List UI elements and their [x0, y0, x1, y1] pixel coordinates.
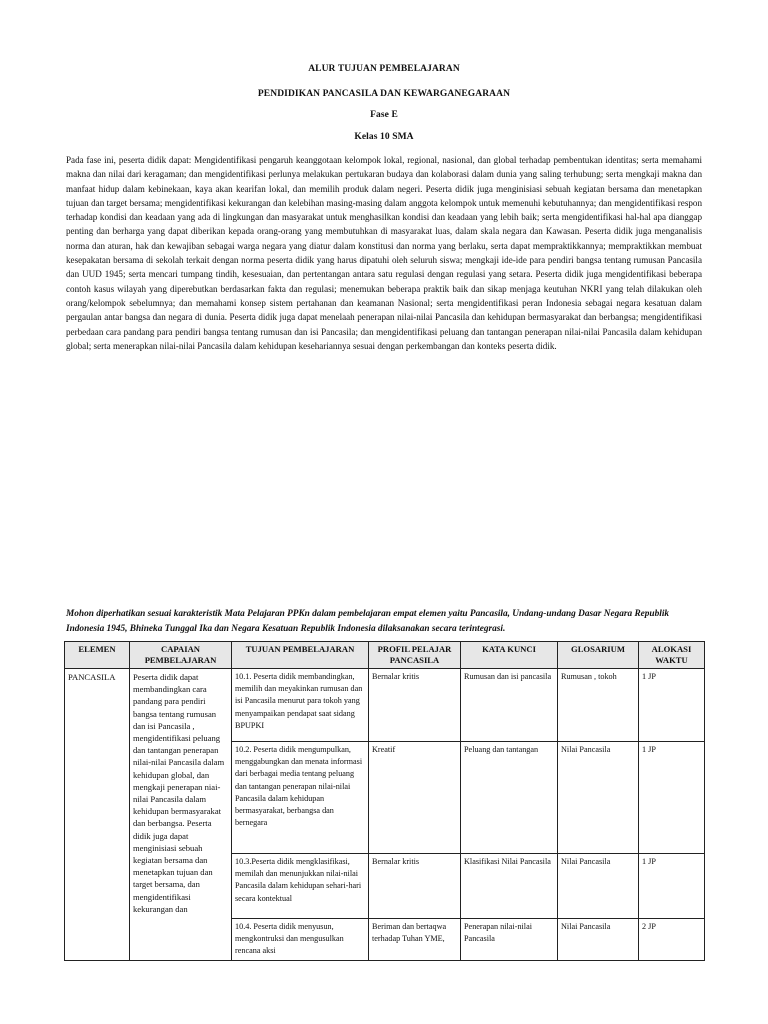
- intro-paragraph: Pada fase ini, peserta didik dapat: Mengidentifikasi pengaruh keanggotaan kelompok lokal, regional, nasional, dan global terhadap pembentukan identitas; serta memahami makna dan nilai dari keragaman; dan mengidentifikasi perlunya melakukan pertukaran budaya dan kolaborasi dalam dunia yang saling terhubung; serta mengkaji makna dan manfaat hidup dalam kebinekaan, kaya akan kearifan lokal, dan memilih produk dalam negeri. Peserta didik juga menginisiasi sebuah kegiatan bersama dan menetapkan tujuan dan target bersama; mengidentifikasi kekurangan dan kelebihan masing-masing dalam anggota kelompok untuk memenuhi kebutuhannya; dan mengidentifikasi respon terhadap kondisi dan keadaan yang ada di lingkungan dan masyarakat untuk menghasilkan kondisi dan keadaan yang lebih baik; serta mengidentifikasi hal-hal apa dianggap penting dan berharga yang dapat diberikan kepada orang-orang yang membutuhkan di masyarakat luas, dalam skala negara dan Kawasan. Peserta didik juga menganalisis norma dan aturan, hak dan kewajiban sebagai warga negara yang diatur dalam konstitusi dan norma yang berlaku, serta dapat mempraktikkannya; mempraktikkan membuat kesepakatan bersama di sekolah terkait dengan norma peserta didik yang harus dipatuhi oleh seluruh siswa; mengkaji ide-ide para pendiri bangsa tentang rumusan Pancasila dan UUD 1945; serta mencari tumpang tindih, kesesuaian, dan pertentangan antara satu regulasi dengan regulasi yang setara. Peserta didik juga mengidentifikasi beberapa contoh kasus wilayah yang diperebutkan berdasarkan fakta dan regulasi; menemukan beberapa praktik baik dan sikap menjaga keutuhan NKRI yang telah dilakukan oleh orang/kelompok sebelumnya; dan memahami konsep sistem pertahanan dan keamanan Nasional; serta mengidentifikasi peran Indonesia sebagai negara kesatuan dalam pergaulan antar bangsa dan negara di dunia. Peserta didik juga dapat menelaah penerapan nilai-nilai Pancasila dan kehidupan bermasyarakat dan berbangsa; mengidentifikasi perbedaan cara pandang para pendiri bangsa tentang rumusan dan isi Pancasila; dan mengidentifikasi peluang dan tantangan penerapan nilai-nilai Pancasila dalam kehidupan global; serta menerapkan nilai-nilai Pancasila dalam kehidupan kesehariannya sesuai dengan perkembangan dan konteks peserta didik.: [66, 155, 702, 351]
- cell-kata-kunci: Rumusan dan isi pancasila: [461, 669, 558, 742]
- doc-phase: Fase E: [370, 110, 398, 120]
- table-header-row: [65, 642, 705, 669]
- col-header-alokasi: ALOKASI WAKTU: [639, 642, 705, 669]
- doc-title: ALUR TUJUAN PEMBELAJARAN: [308, 64, 460, 74]
- cell-tujuan: 10.3.Peserta didik mengklasifikasi, memilah dan menunjukkan nilai-nilai Pancasila dalam kehidupan sehari-hari secara kontektual: [232, 854, 369, 919]
- cell-tujuan: 10.1. Peserta didik membandingkan, memilih dan meyakinkan rumusan dan isi Pancasila menurut para tokoh yang menyampaikan pendapat saat sidang BPUPKI: [232, 669, 369, 742]
- cell-glosarium: Rumusan , tokoh: [558, 669, 639, 742]
- cell-profil: Kreatif: [369, 742, 461, 854]
- cell-alokasi: 2 JP: [639, 919, 705, 961]
- cell-tujuan: 10.2. Peserta didik mengumpulkan, menggabungkan dan menata informasi dari berbagai media tentang peluang dan tantangan penerapan nilai-nilai Pancasila dalam kehidupan bermasyarakat, berbangsa dan bernegara: [232, 742, 369, 854]
- cell-elemen: PANCASILA: [65, 669, 130, 961]
- col-header-elemen: ELEMEN: [65, 642, 130, 669]
- doc-grade: Kelas 10 SMA: [354, 132, 414, 142]
- col-header-kata-kunci: KATA KUNCI: [461, 642, 558, 669]
- table-row: [65, 669, 705, 742]
- col-header-profil: PROFIL PELAJAR PANCASILA: [369, 642, 461, 669]
- cell-glosarium: Nilai Pancasila: [558, 919, 639, 961]
- cell-profil: Bernalar kritis: [369, 854, 461, 919]
- col-header-capaian: CAPAIAN PEMBELAJARAN: [130, 642, 232, 669]
- integration-note: Mohon diperhatikan sesuai karakteristik Mata Pelajaran PPKn dalam pembelajaran empat elemen yaitu Pancasila, Undang-undang Dasar Negara Republik Indonesia 1945, Bhineka Tunggal Ika dan Negara Kesatuan Republik Indonesia dilaksanakan secara terintegrasi.: [66, 609, 670, 634]
- cell-alokasi: 1 JP: [639, 669, 705, 742]
- doc-subject: PENDIDIKAN PANCASILA DAN KEWARGANEGARAAN: [257, 89, 511, 99]
- cell-alokasi: 1 JP: [639, 742, 705, 854]
- cell-glosarium: Nilai Pancasila: [558, 854, 639, 919]
- cell-capaian: Peserta didik dapat membandingkan cara pandang para pendiri bangsa tentang rumusan dan isi Pancasila , mengidentifikasi peluang dan tantangan penerapan nilai-nilai Pancasila dalam kehidupan global, dan mengkaji penerapan niai-nilai Pancasila dalam kehidupan bermasyarakat dan berbangsa. Peserta didik juga dapat menginisiasi sebuah kegiatan bersama dan menetapkan tujuan dan target bersama, dan mengidentifikasi kekurangan dan: [130, 669, 232, 961]
- cell-profil: Bernalar kritis: [369, 669, 461, 742]
- cell-glosarium: Nilai Pancasila: [558, 742, 639, 854]
- cell-kata-kunci: Peluang dan tantangan: [461, 742, 558, 854]
- col-header-tujuan: TUJUAN PEMBELAJARAN: [232, 642, 369, 669]
- cell-kata-kunci: Klasifikasi Nilai Pancasila: [461, 854, 558, 919]
- col-header-glosarium: GLOSARIUM: [558, 642, 639, 669]
- cell-alokasi: 1 JP: [639, 854, 705, 919]
- learning-objectives-table: [64, 641, 705, 961]
- cell-profil: Beriman dan bertaqwa terhadap Tuhan YME,: [369, 919, 461, 961]
- cell-tujuan: 10.4. Peserta didik menyusun, mengkontruksi dan mengusulkan rencana aksi: [232, 919, 369, 961]
- cell-kata-kunci: Penerapan nilai-nilai Pancasila: [461, 919, 558, 961]
